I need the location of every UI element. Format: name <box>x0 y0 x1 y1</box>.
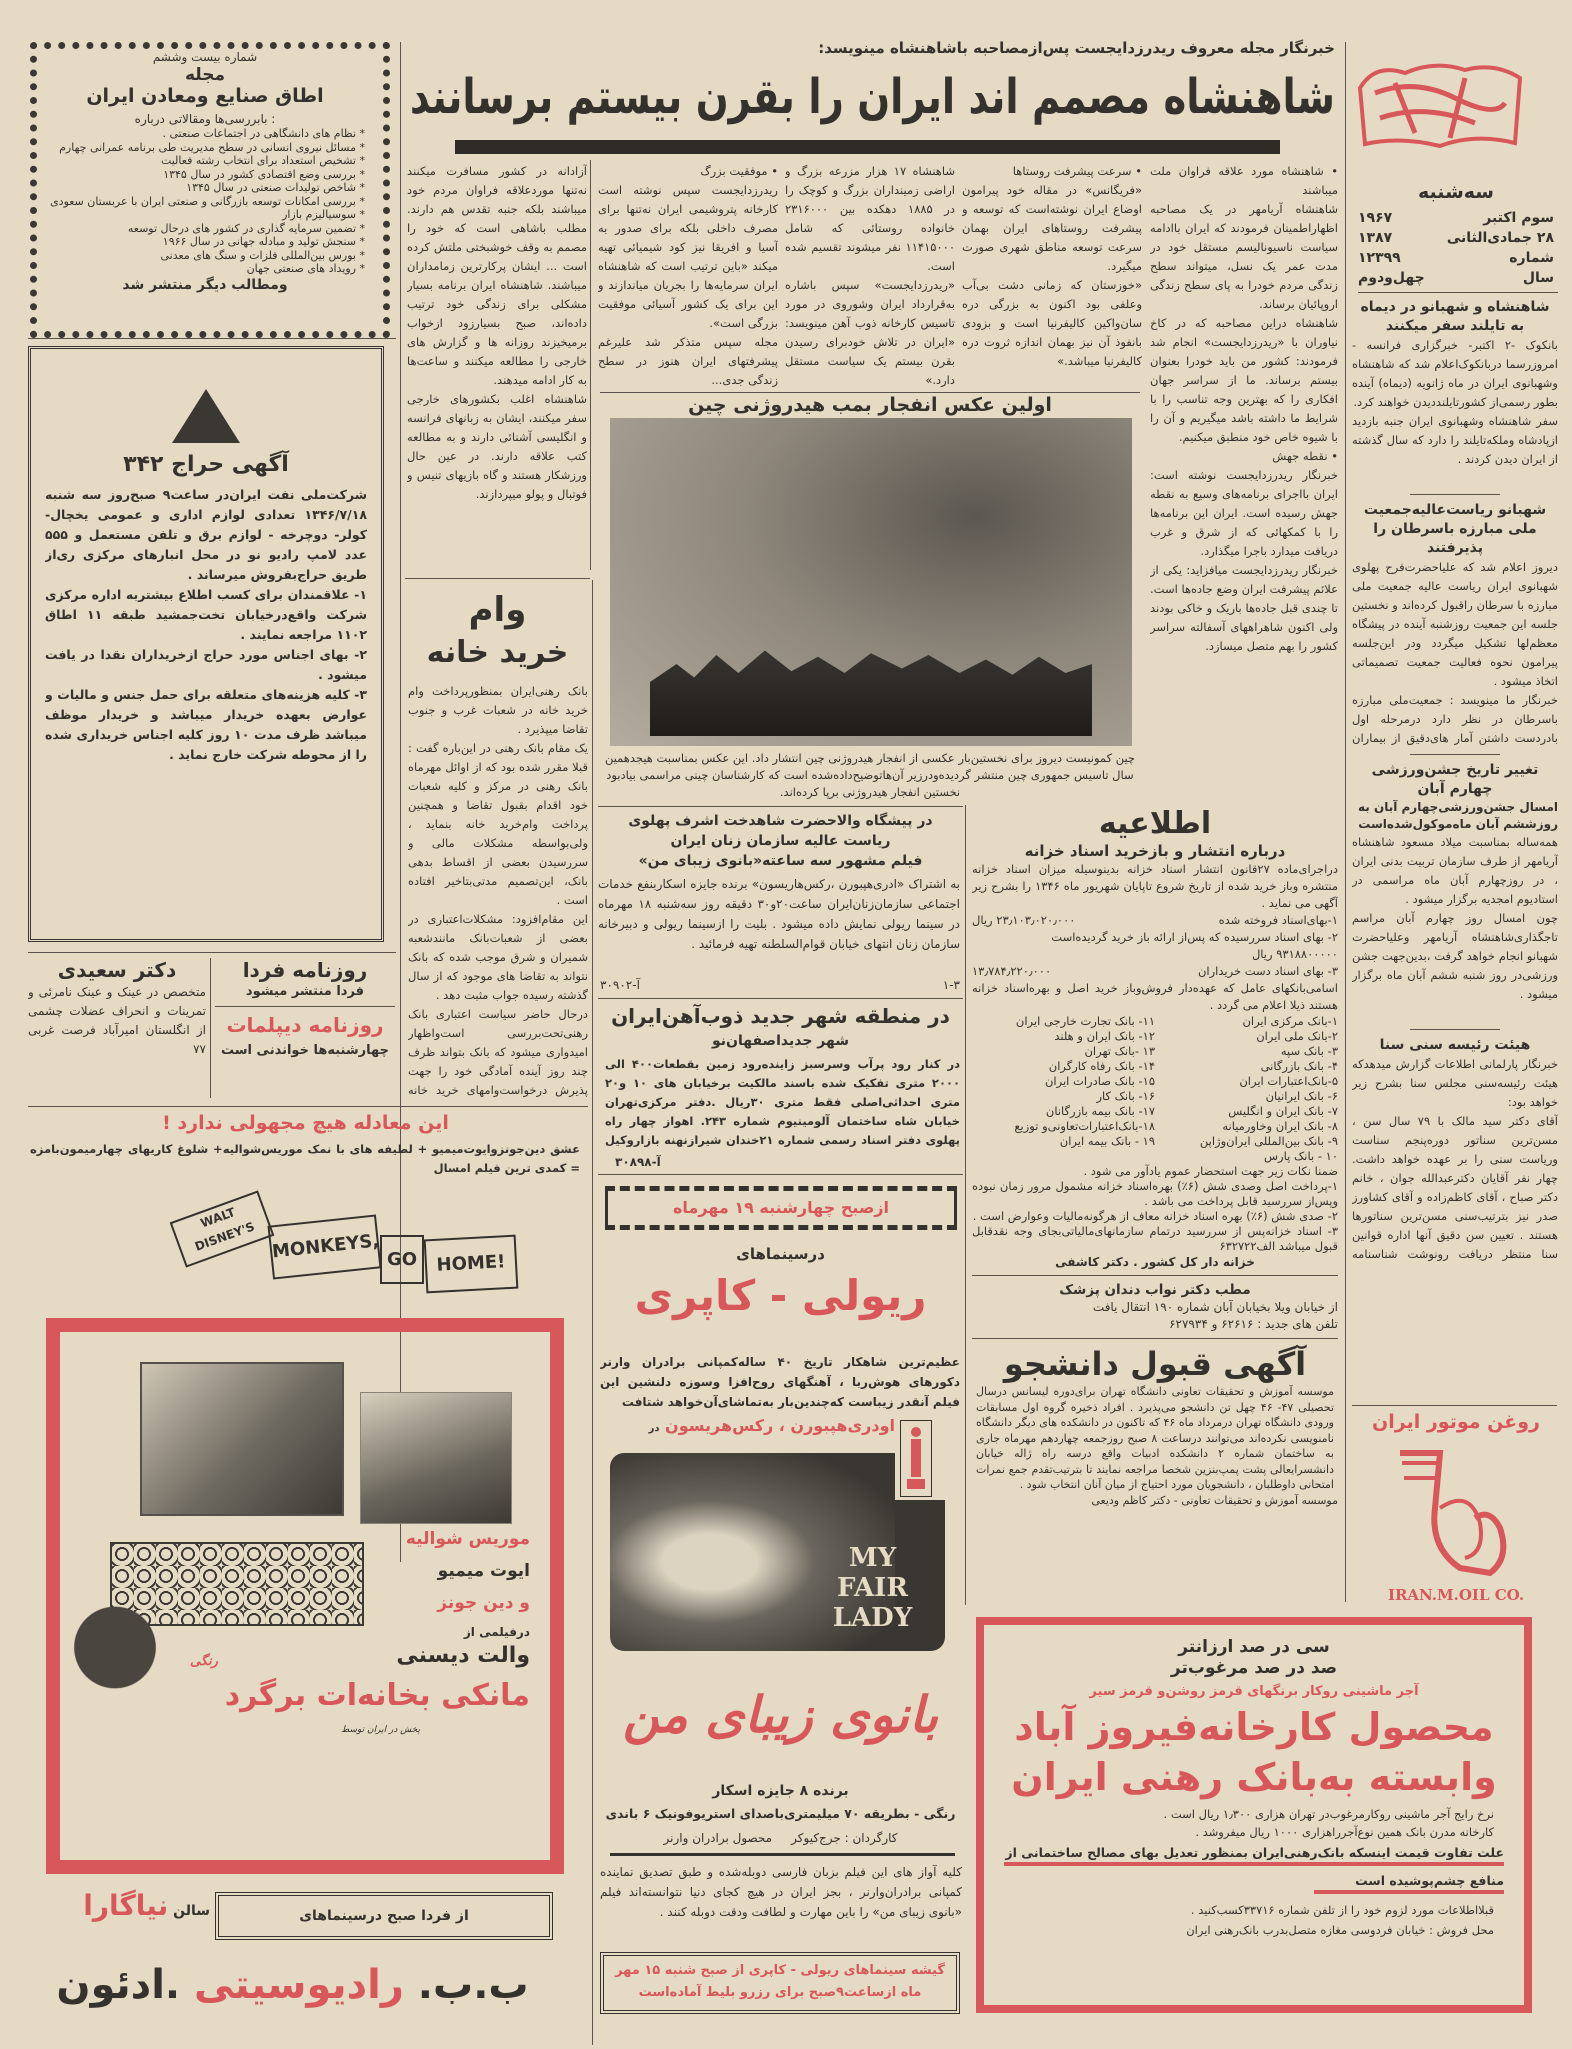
divider <box>28 1106 588 1107</box>
film-credits: کارگردان : جرج‌کیوکر محصول برادران وارنر <box>663 1831 898 1845</box>
in-cinemas-label: درسینماهای <box>736 1245 825 1263</box>
cinema-names: ریولی - کاپری <box>634 1271 927 1320</box>
film-distributor: پخش در ایران توسط <box>340 1725 420 1735</box>
cinema-niagara: نیاگارا <box>83 1889 169 1922</box>
date-row: سوم اکتبر ۱۹۶۷ <box>1358 210 1554 226</box>
column-rule <box>592 580 593 2045</box>
niagara-line <box>22 1888 210 1929</box>
ashraf-ad-codes <box>600 977 960 993</box>
brick-ad <box>976 1617 1532 2013</box>
divider <box>405 578 590 579</box>
story-headline: شهبانو ریاست‌عالیه‌جمعیت ملی مبارزه باسرطان را پذیرفتند <box>1363 502 1547 556</box>
divider <box>598 998 963 999</box>
bank-item: ۱۹ - بانک بیمه ایران <box>1059 1134 1155 1148</box>
bank-list-left <box>972 1014 1155 1164</box>
date-row: سال چهل‌ودوم <box>1358 270 1554 286</box>
bank-item: ۴- بانک بازرگانی <box>1260 1059 1338 1073</box>
column-rule <box>1345 42 1346 1602</box>
treasury-figures <box>972 912 1338 980</box>
monkeys-ad <box>46 1318 564 1874</box>
sign-monkeys: MONKEYS, <box>267 1214 381 1279</box>
banks-intro: اسامی‌بانکهای عامل که عهده‌دار فروش‌وباز خرید اصل و بهره‌اسناد خزانه هستند ذیلا اعلام می گردد . <box>972 981 1338 1012</box>
date-banner: ازصبح چهارشنبه ۱۹ مهرماه <box>605 1186 957 1230</box>
monkeys-signs-illustration <box>175 1195 535 1315</box>
brick-reason-2: منافع چشم‌پوشیده است <box>1314 1872 1504 1894</box>
issue-date-block <box>1358 208 1554 288</box>
hydrogen-bomb-photo <box>610 418 1132 746</box>
cinema-bb: ب.ب. <box>417 1962 529 2008</box>
farda-title: روزنامه فردا <box>242 958 368 982</box>
nioc-logo-icon <box>172 389 240 443</box>
teaser-title: این معادله هیچ مجهولی ندارد ! <box>162 1112 449 1134</box>
bank-item: ۵-بانک‌اعتبارات ایران <box>1239 1074 1338 1088</box>
ad-code: آ-۳۰۹۰۲ <box>600 978 640 992</box>
divider <box>972 1338 1338 1339</box>
cinema-odeon: .ادئون <box>56 1962 181 2008</box>
lead-headline: شاهنشاه مصمم اند ایران را بقرن بیستم برسانند <box>409 69 1335 125</box>
magazine-issue: شماره بیست وششم <box>152 50 258 64</box>
story-headline: تغییر تاریخ جشن‌ورزشی چهارم آبان <box>1371 762 1539 797</box>
bank-item: ۱-بانک مرکزی ایران <box>1242 1014 1338 1028</box>
issue-day: سه‌شنبه <box>1418 181 1494 203</box>
bank-item: ۱۲- بانک ایران و هلند <box>1054 1029 1155 1043</box>
auction-body: شرکت‌ملی نفت ایران‌در ساعت۹ صبح‌روز سه شنبه ۱۳۴۶/۷/۱۸ تعدادی لوازم اداری و عمومی یخچال- کولر- دوچرخه - لوازم برق و تلفن مستعمل و ۵۵۵ عدد لامپ رادیو نو در محل انبارهای مرکزی ری‌از طریق حراج‌بفروش میرساند . ۱- علاقمندان برای کسب اطلاع بیشتربه اداره مرکزی شرکت واقع‌درخیابان تخت‌جمشید طبقه ۱۱ اطاق ۱۱۰۲ مراجعه نمایند . ۲- بهای اجناس مورد حراج ازخریداران نقدا در یافت میشود . ۳- کلیه هزینه‌های متعلقه برای حمل جنس و مالیات و عوارض بعهده خریدار میباشد و خریدار موظف میباشد ظرف مدت ۱۰ روز کلیه اجناس خریداری شده را از محوطه شرکت خارج نماید . <box>45 487 367 762</box>
zobahan-heading: در منطقه شهر جدید ذوب‌آهن‌ایران <box>611 1004 950 1028</box>
ad-code: ۱-۳ <box>942 978 960 992</box>
students-title: آگهی قبول دانشجو <box>1003 1345 1307 1383</box>
bank-list-right <box>1155 1014 1338 1164</box>
stars-names: اودری‌هپبورن ، رکس‌هریسون <box>665 1416 895 1435</box>
brick-red-sub: آجر ماشینی روکار برنگهای قرمز روشن‌و قرمز سیر <box>1089 1684 1419 1699</box>
loan-subtitle: خرید خانه <box>426 635 569 670</box>
diplomat-title: روزنامه دیپلمات <box>226 1013 384 1037</box>
oscar-statue-icon <box>900 1420 932 1497</box>
ad-code: آ-۳۰۸۹۸ <box>615 1155 661 1169</box>
divider <box>598 1174 963 1175</box>
date-row: ۲۸ جمادی‌الثانی ۱۳۸۷ <box>1358 230 1554 246</box>
salon-label: سالن <box>173 1903 210 1919</box>
zobahan-subheading: شهر جدیداصفهان‌نو <box>712 1033 849 1049</box>
film-producer: والت دیسنی <box>396 1643 530 1668</box>
treasury-signature: خزانه دار کل کشور . دکتر کاشفی <box>1055 1255 1255 1269</box>
cast-chevalier: موریس شوالیه <box>405 1529 530 1549</box>
right-column-stories <box>1352 298 1558 1264</box>
from-tomorrow-banner: از فردا صبح درسینماهای <box>215 1892 553 1940</box>
film-persian-title: بانوی زیبای من <box>622 1686 939 1744</box>
teaser-body: عشق دین‌جونزوایوت‌میمیو + لطیفه های با نمک موریس‌شوالیه+ شلوغ کاریهای چهارمیمون‌بامزه = کمدی ترین فیلم امسال <box>30 1142 580 1175</box>
dubbing-note: کلیه آواز های این فیلم بزبان فارسی دوبله‌شده و طبق تصدیق نماینده کمپانی برادران‌وارنر ، بجز ایران در هیچ کجای دنیا نتوانسته‌اند فیلم «بانوی زیبای من» را باین مهارت و لطافت ودقت دوبله کنند . <box>600 1865 962 1919</box>
cast-jones: دین جونز <box>437 1593 514 1613</box>
farda-ad <box>215 958 395 1059</box>
lead-column: • موفقیت بزرگ ریدرزدایجست سپس نوشته است کارخانه پتروشیمی ایران نه‌تنها برای مصرف داخلی بلکه برای صدور به آسیا و افریقا نیز کود شیمیائی تهیه میکند «باین ترتیب است که شاهنشاه ایران سرمایه‌ها را بجریان میاندازند و این برای یک کشور آسیائی موفقیت بزرگی است». مجله سپس متذکر شد علیرغم پیشرفتهای ایران هنوز در سطح زندگی جدی... <box>598 164 778 387</box>
story-body: خبرنگار پارلمانی اطلاعات گزارش میدهدکه هیئت رئیسه‌سنی مجلس سنا بشرح زیر خواهد بود: آقای دکتر سید مالک با ۷۹ سال سن ، مسن‌ترین سناتور دوره‌پنجم سناست ورياست سنی را بر عهده خواهد داشت. چهار نفر آقایان دکترعبدالله جوان ، خانم دکتر صباح ، آقای کاظم‌زاده و آقای کشاورز صدر نیز بترتیب‌سنی مسن‌ترین سناتورها هستند . تعیین سن دقیق آنها اداره قوانین سنا منتظر دریافت رونوشت شناسنامه <box>1352 1057 1558 1261</box>
brick-reason-1: علت تفاوت قیمت اینسکه بانک‌رهنی‌ایران بمنظور تعدیل بهای مصالح ساختمانی از <box>1004 1844 1504 1866</box>
divider <box>28 338 396 339</box>
column-rule <box>965 805 966 1605</box>
brick-contact-phone: قبلااطلاعات مورد لزوم خود را از تلفن شماره ۳۳۷۱۶کسب‌کنید . <box>1190 1903 1494 1917</box>
film-description: عظیم‌ترین شاهکار تاریخ ۴۰ ساله‌کمپانی برادران وارنر دکورهای هوش‌ربا ، آهنگهای روح‌افزا وسوزه دلنشین این فیلم آنقدر زیباست که‌چندین‌بار به‌تماشای‌آن‌خواهد شتافت <box>600 1355 960 1409</box>
sign-go: GO <box>380 1235 424 1284</box>
date-row: شماره ۱۲۳۹۹ <box>1358 250 1554 266</box>
brick-line1: سی در صد ارزانتر <box>1178 1637 1330 1657</box>
magazine-subtitle: اطاق صنایع ومعادن ایران <box>86 85 324 107</box>
divider <box>1410 754 1500 755</box>
sign-walt-disney: WALT DISNEY'S <box>170 1190 275 1267</box>
box-office-note: گیشه سینماهای ریولی - کاپری از صبح شنبه ۱۵ مهر ماه ازساعت۹صبح برای رزرو بلیط آماده‌است <box>600 1952 960 2014</box>
loan-title: وام <box>468 590 527 630</box>
diplomat-subtitle: چهارشنبه‌ها خواندنی است <box>221 1043 389 1058</box>
doctor-title: دکتر سعیدی <box>57 958 177 982</box>
sign-home: HOME! <box>424 1235 519 1294</box>
bank-item: ۱۳ -بانک تهران <box>1084 1044 1155 1058</box>
column-rule <box>210 958 211 1098</box>
bank-item: ۲-بانک ملی ایران <box>1256 1029 1338 1043</box>
students-body: موسسه آموزش و تحقیقات تعاونی دانشگاه تهران برای‌دوره لیسانس درسال تحصیلی ۴۷- ۴۶ چهل تن دانشجو می‌پذیرد . افراد ذخیره گروه اول مسابقات ورودی دانشگاه تهران درمرداد ماه ۴۶ که تاکنون در دانشکده های دیگر دانشگاه نامنویسی نکرده‌اند می‌توانند درساعت ۸ صبح روزجمعه چهاردهم مهرماه جاری به ساختمان شماره ۲ دانشکده ادبیات واقع درسه راه ژاله خیابان دانشسرایعالی پشت پمپ‌بنزین شخصا مراجعه نمایند تا بترتیب‌تقدم جمع نمرات امتحانی داوطلبان ، دانشجویان مورد احتیاج از میان آنان انتخاب شود . <box>976 1385 1335 1491</box>
lead-kicker: خبرنگار مجله معروف ریدرزدایجست پس‌ازمصاحبه باشاهنشاه مینویسد: <box>818 39 1335 57</box>
magazine-ad <box>45 50 365 294</box>
treasury-title: اطلاعیه <box>1098 806 1212 841</box>
bank-item: ۷- بانک ایران و انگلیس <box>1228 1104 1338 1118</box>
bank-item: ۹- بانک بین‌المللی ایران‌وژاپن <box>1199 1134 1338 1148</box>
lead-column: شاهنشاه ۱۷ هزار مزرعه بزرگ و اراضی زمینداران بزرگ و کوچک را در ۱۸۸۵ دهکده‌ بین ۲۳۱۶۰۰۰ خانواده روستائی که شامل ۱۱۴۱۵۰۰۰ نفر میشوند تقسیم شده است. «ریدرزدایجست» سپس باشاره به‌قرارداد ایران وشوروی در مورد تاسیس کارخانه ذوب آهن مینویسد: «ایران در تلاش خودبرای رسیدن بقرن بیستم یک سیاست مستقل دارد.» <box>785 164 955 387</box>
bank-item: ۱۵- بانک صادرات ایران <box>1044 1074 1155 1088</box>
divider <box>598 806 963 807</box>
bank-item <box>972 1149 1155 1164</box>
zobahan-body: در کنار رود پرآب وسرسبز زاینده‌رود زمین بقطعات۴۰۰ الی ۲۰۰۰ متری تفکیک شده باسند مالکیت برخیابان های ۱۰ و۲۰ متری احداثی‌اصلی فقط متری ۳۰ریال .دفتر مرکزی‌تهران خیابان شاه ساختمان آلومینیوم شماره ۲۴۳. اهواز چهار راه پهلوی دفتر اسناد رسمی شماره ۲۱خندان شیرازنهنه بازاروکیل <box>605 1057 960 1147</box>
oil-company-caption: IRAN.M.OIL CO. <box>1387 1586 1525 1604</box>
story-headline: هیئت رئیسه سنی سنا <box>1379 1037 1531 1053</box>
bank-item: ۱۴- بانک رفاه کارگران <box>1048 1059 1155 1073</box>
crowd-silhouette <box>650 646 1092 736</box>
divider <box>1352 1405 1557 1406</box>
cinema-list <box>40 1958 545 2012</box>
treasury-row: ۲- بهای اسناد سررسیده که پس‌از ارائه باز خرید گردیده‌است ۹۳۱۸۸۰۰۰۰۰ ریال <box>1051 930 1338 961</box>
brick-body-2: کارخانه مدرن بانک همین نوع‌آجرراهزاری ۱۰۰۰ ریال میفروشد . <box>1195 1825 1494 1839</box>
treasury-notes: ضمنا نکات زیر جهت استحضار عموم یادآور می شود . ۱-پرداخت اصل وصدی شش (۶٪) بهره‌اسناد خزانه مشمول مرور زمان نبوده وپس‌از سررسید قابل پرداخت می باشد . ۲- صدی شش (۶٪) بهره اسناد خزانه معاف از هرگونه‌مالیات وعوارض است . ۳- اسناد خزانه‌پس از سررسید درتمام سازمانهای‌مالیاتی‌بجای وجه نقدقابل قبول میباشد الف۶۳۲۷۲۲ <box>972 1164 1338 1253</box>
lead-column: آزادانه در کشور مسافرت میکنند نه‌تنها موردعلاقه فراوان مردم خود میباشند بلکه جنبه تقدس هم دارند. مطلب باشاهی است که خود را مصمم به وقف خوشبختی ملتش کرده است ... ایشان پرکارترین زمامداران میباشند. شاهنشاه ایران برنامه بسیار مشکلی برای زندگی خود ترتیب داده‌اند، صبح بسیارزود ازخواب برمیخیزند روزانه ها و گزارش های خارجی را مطالعه میکنند و ساعت‌ها به کار ادامه میدهند. شاهنشاه اغلب بکشورهای خارجی سفر میکنند، ایشان به زبانهای فرانسه و انگلیسی آشنائی دارند و به مطالعه کتب علاقه دارند. در عین حال ورزشکار هستند و گاه بازیهای تنیس و فوتبال و پولو میپردازند. <box>407 164 587 501</box>
brick-body-1: نرخ رایج آجر ماشینی روکارمرغوب‌در تهران هزاری ۱٫۳۰۰ ریال است . <box>1163 1807 1494 1821</box>
story-headline: شاهنشاه و شهبانو در دیماه به تایلند سفر میکنند <box>1360 299 1550 334</box>
poster-title: MY FAIR LADY <box>832 1543 913 1633</box>
cinema-radio-city: رادیوسیتی <box>194 1962 404 2008</box>
divider <box>1358 292 1558 293</box>
loan-body: بانک رهنی‌ایران بمنظورپرداخت وام خرید خانه در شعبات غرب و جنوب تقاضا میپذیرد . یک مقام بانک رهنی در این‌باره گفت : قبلا مقرر شده بود که از اوائل مهرماه بانک رهنی در مرکز و کلیه شعبات خود اقدام بقبول تقاضا و همچنین پرداخت وام‌خرید خانه بنماید ، ولی‌بواسطه مشکلات مالی و سررسیدن بعضی از اقساط بدهی بانک، این‌تصمیم مدتی‌بتاخیر افتاده است . این مقام‌افزود: مشکلات‌اعتباری در بعضی از شعبات‌بانک مانندشعبه شمیران و شرق موجب شده که بانک نتواند به تقاضا های موجود که از سال گذشته رسیده جواب مثبت دهد . درحال حاضر سیاست اعتباری بانک رهنی‌تحت‌بررسی است‌واظهار امیدواری میشود که بانک بتواند ظرف چند روز آینده آمادگی خود را جهت پذیرش درخواست‌وامهای خرید خانه <box>408 684 588 1097</box>
doctor-ad <box>28 958 206 1059</box>
film-color: رنگی <box>190 1654 218 1669</box>
lead-column: • شاهنشاه مورد علاقه فراوان ملت میباشند شاهنشاه آریامهر در یک مصاحبه اظهاراطمینان فرمودند که ایران باادامه سیاست ناسیونالیسم مستقل خود در مدت عمر یک نسل، میتواند سطح زندگی مردم خودرا به پای سطح زندگی اروپائیان برساند. شاهنشاه دراین مصاحبه که در کاخ نیاوران با «ریدرزدایجست» انجام شد فرمودند: کشور من باید خودرا بعنوان بیستم برساند. ما از سراسر جهان افکاری را که بهترین وجه تناسب را با شرایط ما داشته باشد میگیریم و آن را با شیوه خاص خود منطبق میکنیم. • نقطه جهش خبرنگار ریدرزدایجست نوشته است: ایران بااجرای برنامه‌های وسیع به نقطه جهش رسیده است. ایران این برنامه‌ها را با کمکهائی که از شرق و غرب دریافت میدارد باجرا میگذارد. خبرنگار ریدرزدایجست میافزاید: یکی از علائم پیشرفت ایران وضع جاده‌ها است. تا چندی قبل جاده‌ها باریک و خاکی بودند ولی اکنون شاهراههای آسفالته سراسر کشور را بهم متصل میسازد. <box>1150 164 1338 653</box>
magazine-footer: ومطالب دیگر منتشر شد <box>122 276 288 293</box>
treasury-intro: دراجرای‌ماده ۲۷قانون انتشار اسناد خزانه بدینوسیله میزان اسناد خزانه منتشره وباز خرید شده از تاریخ شروع تاپایان شهریور ماه ۱۳۴۶ را بشرح زیر آگهی می نماید . <box>972 862 1338 910</box>
bank-item: ۱۸-بانک‌اعتبارات‌تعاونی‌و توزیع <box>1014 1119 1155 1133</box>
bank-item: ۱۰ - بانک پارس <box>1264 1149 1338 1163</box>
brick-line2: صد در صد مرغوب‌تر <box>1170 1658 1338 1678</box>
treasury-row: ۳- بهای اسناد دست خریداران ۱۳٫۷۸۴٫۲۲۰٫۰۰۰ <box>972 964 1338 978</box>
brick-headline-1: محصول کارخانه‌فیروز آباد <box>1014 1705 1494 1749</box>
bank-item: ۸- بانک ایران وخاورمیانه <box>1222 1119 1338 1133</box>
cast-and: و <box>519 1593 530 1613</box>
divider <box>215 1006 395 1007</box>
students-signature: موسسه آموزش و تحقیقات تعاونی - دکتر کاظم ودیعی <box>1091 1493 1338 1507</box>
film-title: مانکی بخانه‌ات برگرد <box>224 1678 530 1713</box>
bank-item: ۱۶- بانک کار <box>1096 1089 1155 1103</box>
newspaper-logo <box>1355 58 1525 150</box>
oscar-count: برنده ۸ جایزه اسکار <box>712 1783 849 1799</box>
photo-caption: چین کمونیست دیروز برای نخستین‌بار عکسی از انفجار هیدروژنی چین انتشار داد. این عکس بمناسبت هیجدهمین سال تاسیس جمهوری چین منتشر گردیده‌ودرزیر آن‌هاتوضیح‌داده‌شده است که کارشناسان چینی مراسمی بیادبود نخستین انفجار هیدروژنی برپا کرده‌اند. <box>604 751 1136 799</box>
bank-item: ۱۷- بانک بیمه بازرگانان <box>1045 1104 1155 1118</box>
divider <box>972 1275 1338 1276</box>
oil-ad-title: روغن موتور ایران <box>1372 1411 1540 1433</box>
monkey-illustration <box>60 1602 170 1732</box>
film-from: درفیلمی از <box>463 1625 530 1639</box>
bank-item: ۶- بانک ایرانیان <box>1265 1089 1338 1103</box>
ashraf-ad-heading: در پیشگاه والاحضرت شاهدخت اشرف پهلوی ریاست عالیه سازمان زنان ایران فیلم مشهور سه ساعته«بانوی زیبای من» <box>628 813 933 869</box>
magazine-title: مجله <box>184 65 226 85</box>
story-lead: امسال جشن‌ورزشی‌چهارم آبان به روزششم آبان ماه‌موکول‌شده‌است <box>1357 800 1558 831</box>
ashraf-ad-body: به اشتراک «ادری‌هپبورن ،رکس‌هاریسون» برنده جایزه اسکاربنفع خدمات اجتماعی سازمان‌زنان‌ایران ساعت۲۰و۳۰ دقیقه روز سه‌شنبه ۱۸ مهرماه در سینما ریولی نمایش داده میشود . بلیت را ازسینما ریولی و دبیرخانه سازمان زنان انتهای خیابان قوام‌السلطنه تهیه فرمائید . <box>598 877 960 951</box>
auction-title: آگهی حراج ۳۴۲ <box>123 452 289 477</box>
story-body: همه‌ساله بمناسبت میلاد مسعود شاهنشاه آریامهر از طرف سازمان تربیت بدنی ایران ، در روزچهارم آبان ماه مراسمی در استادیوم امجدیه برگزار میشود . چون امسال روز چهارم آبان مراسم تاجگذاری‌شاهنشاه آریامهر وعلیاحضرت شهبانو انجام خواهد گرفت ،بدین‌جهت جشن ورزشی‌در روز شنبه ششم آبان ماه برگزار میشود . <box>1352 835 1558 1001</box>
story-body: دیروز اعلام شد که علیاحضرت‌فرح پهلوی شهبانوی ایران ریاست عالیه جمعیت ملی مبارزه با سرطان راقبول کرده‌اند و نخستین جلسه این جمعیت روزشنبه آینده در پیشگاه معظم‌لها تشکیل میگردد ودر این‌جلسه پیرامون نحوه فعالیت جمعیت تصمیماتی اتخاذ میشود . خبرنگار ما مینویسد : جمعیت‌ملی مبارزه باسرطان در نظر دارد درمرحله اول بادردست داشتن آمار های‌دقیق از بیماران <box>1352 560 1558 745</box>
magazine-intro: بابررسی‌ها ومقالاتی درباره : <box>134 112 276 126</box>
dentist-address: از خیابان ویلا بخیابان آبان شماره ۱۹۰ انتقال یافت <box>1092 1300 1338 1314</box>
cast-mimieux: ایوت میمیو <box>437 1561 530 1581</box>
divider <box>1410 494 1500 495</box>
treasury-subtitle: درباره انتشار و بازخرید اسناد خزانه <box>1024 842 1286 860</box>
magazine-topics: * نظام های دانشگاهی در اجتماعات صنعتی . * مسائل نیروی انسانی در سطح مدیریت طی برنامه عمرانی چهارم * تشخیص استعداد برای انتخاب رشته فعالیت * بررسی وضع اقتصادی کشور در سال ۱۳۴۵ * شاخص تولیدات صنعتی در سال ۱۳۴۵ * بررسی امکانات توسعه بازرگانی و صنعتی ایران با عربستان سعودی * سوسیالیزم بازار * تضمین سرمایه گذاری در کشور های درحال توسعه * سنجش تولید و مبادله جهانی در سال ۱۹۶۶ * بورس بین‌المللی فلزات و سنگ های معدنی * رویداد های صنعتی جهان <box>50 127 365 275</box>
couple-window-illustration <box>140 1362 344 1516</box>
man-window-illustration <box>360 1392 512 1524</box>
lead-column: • سرعت پیشرفت روستاها «فریگانس» در مقاله خود پیرامون اوضاع ایران نوشته‌است که توسعه و پیشرفت روستاهای ایران بهمان سرعت توسعه مناطق شهری صورت میگیرد. «خوزستان که زمانی دشت بی‌آب وعلفی بود اکنون به بزرگی دره سان‌واکین کالیفرنیا است و بزودی بانفوذ آن نیز بهمان اندازه ثروت دره کالیفرنیا میباشد.» <box>962 164 1142 368</box>
bank-list <box>972 1014 1338 1164</box>
brick-headline-2: وابسته به‌بانک رهنی ایران <box>1011 1755 1497 1799</box>
film-format: رنگی - بطریقه ۷۰ میلیمتری‌باصدای استریوفونیک ۶ باندی <box>605 1806 956 1821</box>
farda-subtitle: فردا منتشر میشود <box>245 984 365 999</box>
brick-contact-address: محل فروش : خیابان فردوسی مغازه متصل‌بدرب بانک‌رهنی ایران <box>1186 1923 1494 1937</box>
treasury-column <box>972 806 1338 1508</box>
treasury-row: ۱-بهای‌اسناد فروخته شده ۲۳٫۱۰۳٫۰۲۰٫۰۰۰ ریال <box>972 913 1338 927</box>
film-stars <box>640 1416 895 1439</box>
auction-notice <box>28 346 384 942</box>
dentist-title: مطب دکتر نواب دندان پزشک <box>1059 1282 1251 1298</box>
bank-item: ۳- بانک سپه <box>1280 1044 1338 1058</box>
stars-in: در <box>648 1423 660 1434</box>
dentist-phones: تلفن های جدید : ۶۲۶۱۶ و ۶۲۷۹۳۴ <box>1169 1317 1338 1331</box>
divider <box>1410 1029 1500 1030</box>
divider <box>610 1853 955 1856</box>
rhyton-logo-icon <box>1380 1448 1530 1583</box>
doctor-body: متخصص در عینک و عینک نامرئی و تمرینات و انحراف عضلات چشمی از انگلستان امیرآباد فرصت غربی ۷۷ <box>28 985 206 1056</box>
bank-item: ۱۱- بانک تجارت خارجی ایران <box>1015 1014 1155 1028</box>
headline-bar <box>455 140 1280 154</box>
photo-headline: اولین عکس انفجار بمب هیدروژنی چین <box>688 394 1052 416</box>
column-rule <box>590 160 591 570</box>
story-body: بانکوک -۲ اکتبر- خبرگزاری فرانسه - امروزرسما دربانکوک‌اعلام شد که شاهنشاه وشهبانوی ایران در ماه ژانویه (دیماه) آینده بطور رسمی‌از کشورتایلنددیدن خواهند کرد. سفر شاهنشاه وشهبانوی ایران جنبه بازدید ازپادشاه وملکه‌تایلند را دارد که سال گذشته از ایران دیدن کردند . <box>1352 338 1558 466</box>
divider <box>28 952 396 953</box>
